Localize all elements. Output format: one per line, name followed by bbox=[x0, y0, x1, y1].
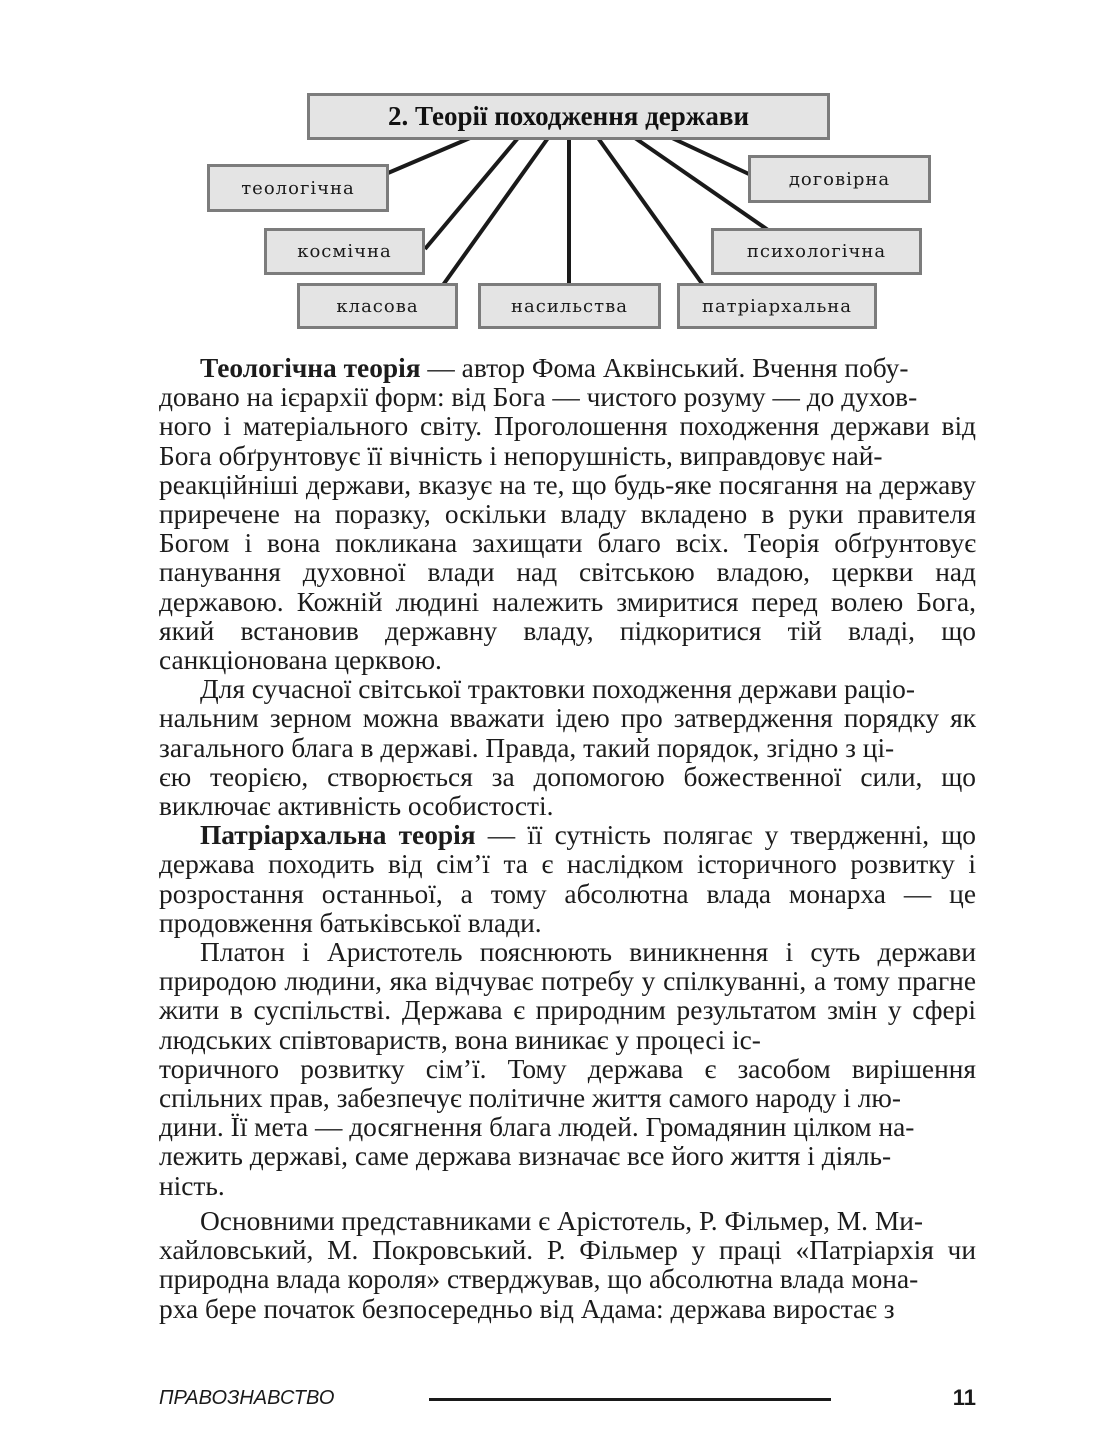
text-line: обґрунтовує панування духовної влади над світською владою, bbox=[159, 528, 976, 588]
text-line: природна влада короля» стверджував, що абсолютна влада мона- bbox=[159, 1264, 919, 1295]
page-number: 11 bbox=[952, 1385, 976, 1410]
box-psychological bbox=[711, 228, 922, 275]
text-line: спільних прав, забезпечує політичне життя самого народу і лю- bbox=[159, 1083, 901, 1114]
paragraph-representatives bbox=[159, 1207, 976, 1324]
theory-term: Патріархальна теорія bbox=[200, 820, 476, 851]
page-footer bbox=[159, 1383, 976, 1417]
text-line: природою людини, яка відчуває потребу у спілкуванні, а тому bbox=[159, 966, 890, 997]
connector-patriarchal bbox=[598, 138, 703, 285]
text-line: єю теорією, створюється за допомогою божественної сили, що bbox=[159, 761, 976, 792]
box-theological bbox=[207, 164, 389, 212]
text-line: довано на ієрархії форм: від Бога — чистого розуму — до духов- bbox=[159, 382, 918, 413]
text-line: церкви над державою. Кожній людині належить змиритися перед bbox=[159, 557, 976, 617]
running-title: ПРАВОЗНАВСТВО bbox=[159, 1387, 335, 1409]
box-patriarchal-label: патріархальна bbox=[701, 295, 853, 317]
text-line: — її сутність полягає у твердженні, що bbox=[475, 820, 976, 851]
text-line: прагне жити в суспільстві. Держава є природним результатом bbox=[159, 966, 976, 1026]
box-cosmic-label: космічна bbox=[297, 241, 392, 262]
text-line: владі, що санкціонована церквою. bbox=[159, 615, 976, 676]
box-class bbox=[297, 283, 458, 329]
paragraph-theological-theory bbox=[159, 354, 976, 675]
text-line: від Бога обґрунтовує її вічність і непорушність, виправдовує най- bbox=[159, 411, 976, 471]
footer-rule bbox=[429, 1398, 831, 1401]
text-line: Платон і Аристотель пояснюють виникнення і суть держави bbox=[200, 937, 976, 968]
connector-cosmic bbox=[425, 138, 518, 249]
text-line: торичного розвитку сім’ї. Тому держава є засобом вирішення bbox=[159, 1053, 976, 1084]
text-line: Основними представниками є Арістотель, Р. Фільмер, М. Ми- bbox=[200, 1205, 923, 1236]
text-line: Для сучасної світської трактовки походження держави раціо- bbox=[200, 674, 915, 705]
text-line: змін у сфері людських співтовариств, вона виникає у процесі іс- bbox=[159, 995, 976, 1055]
paragraph-patriarchal-theory bbox=[159, 821, 976, 938]
text-line: — автор Фома Аквінський. Вчення побу- bbox=[420, 353, 909, 383]
text-line: хайловський, М. Покровський. Р. Фільмер у праці «Патріархія чи bbox=[159, 1235, 976, 1266]
text-line: розростання останньої, а тому абсолютна влада монарха — це bbox=[159, 878, 976, 909]
text-line: ного і матеріального світу. Проголошення походження держави bbox=[159, 411, 930, 442]
text-line: лежить державі, саме держава визначає все його життя і діяль- bbox=[159, 1141, 892, 1172]
text-line: нальним зерном можна вважати ідею про затвердження порядку bbox=[159, 703, 940, 734]
box-contractual bbox=[748, 155, 931, 203]
text-line: реакційніші держави, вказує на те, що будь-яке посягання на bbox=[159, 469, 873, 500]
box-violence-label: насильства bbox=[511, 295, 628, 317]
box-class-label: класова bbox=[336, 295, 419, 317]
diagram-title: 2. Теорії походження держави bbox=[387, 101, 750, 131]
paragraph-plato-aristotle bbox=[159, 938, 976, 1201]
text-line: виключає активність особистості. bbox=[159, 791, 554, 822]
text-line: держава походить від сім’ї та є наслідком історичного розвитку і bbox=[159, 849, 976, 880]
paragraph-modern-interpretation bbox=[159, 675, 976, 821]
text-line: рха бере початок безпосередньо від Адама: держава виростає з bbox=[159, 1293, 895, 1324]
box-violence bbox=[478, 283, 661, 329]
box-theological-label: теологічна bbox=[241, 177, 355, 199]
diagram-title-box bbox=[307, 93, 830, 140]
text-line: державу приречене на поразку, оскільки владу вкладено в руки bbox=[159, 469, 976, 530]
text-line: ність. bbox=[159, 1170, 225, 1201]
theories-diagram bbox=[0, 0, 1103, 345]
text-line: дини. Її мета — досягнення блага людей. Громадянин цілком на- bbox=[159, 1112, 915, 1143]
box-psychological-label: психологічна bbox=[746, 241, 887, 262]
text-line: правителя Богом і вона покликана захищати благо всіх. Теорія bbox=[159, 499, 976, 559]
text-line: волею Бога, який встановив державну владу, підкоритися тій bbox=[159, 586, 976, 646]
body-text bbox=[159, 354, 976, 1324]
box-cosmic bbox=[264, 228, 425, 275]
text-line: як загального блага в державі. Правда, такий порядок, згідно з ці- bbox=[159, 703, 977, 763]
box-contractual-label: договірна bbox=[788, 168, 891, 190]
box-patriarchal bbox=[677, 283, 877, 329]
connector-theological bbox=[388, 138, 470, 173]
text-line: продовження батьківської влади. bbox=[159, 907, 542, 938]
theory-term: Теологічна теорія bbox=[200, 353, 421, 383]
